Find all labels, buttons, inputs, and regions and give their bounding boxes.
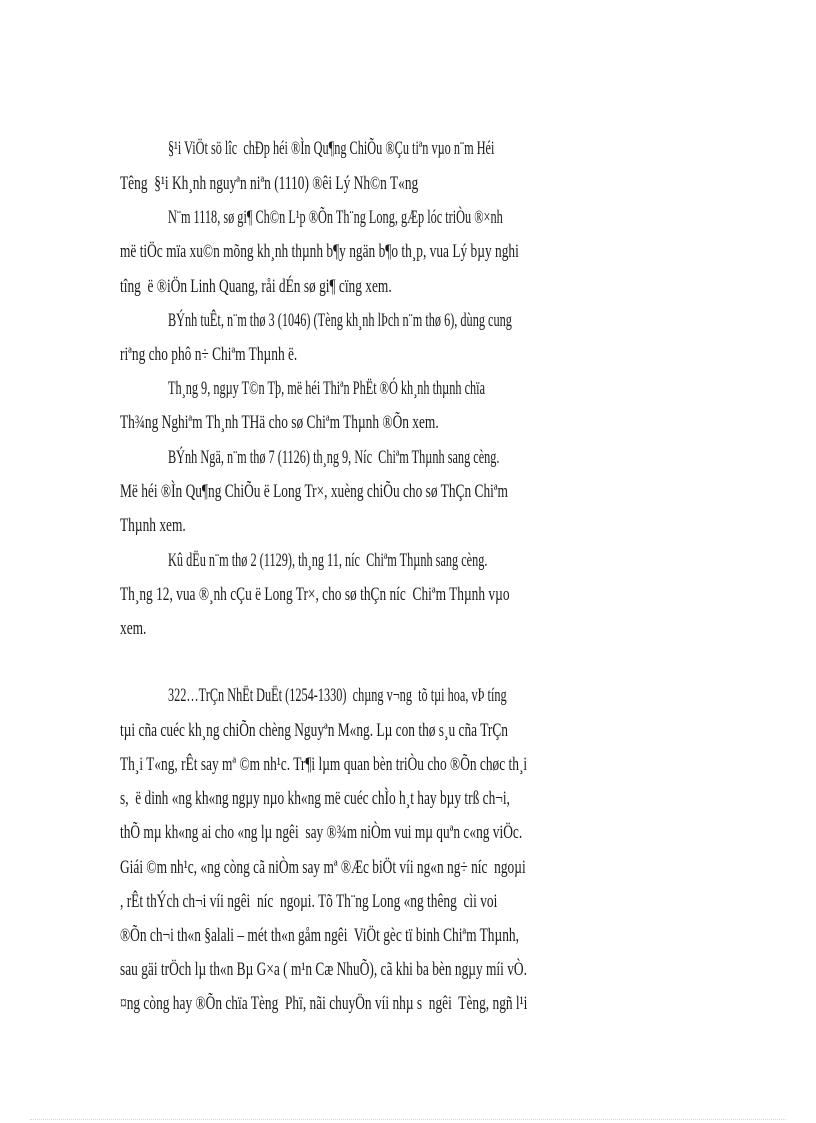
text-line: Têng §¹i Kh¸nh nguyªn niªn (1110) ®êi Lý Nh©n T«ng — [120, 173, 419, 194]
text-line: ¤ng còng hay ®Õn chïa Tèng Phï, nãi chuyÖn víi nhµ s ngêi Tèng, ngñ l¹i — [120, 993, 528, 1014]
text-line: §¹i ViÖt sö lîc chÐp héi ®Ìn Qu¶ng ChiÕu ®Çu tiªn vµo n¨m Héi — [168, 138, 495, 159]
text-line: Th¾ng Nghiªm Th¸nh THä cho sø Chiªm Thµnh ®Õn xem. — [120, 412, 439, 433]
text-line: N¨m 1118, sø gi¶ Ch©n L¹p ®Õn Th¨ng Long, gÆp lóc triÒu ®×nh — [168, 207, 503, 228]
text-line: 322…TrÇn NhËt DuËt (1254-1330) chµng v¬ng tõ tµi hoa, vÞ tíng — [168, 685, 507, 706]
text-line: Th¸i T«ng, rÊt say mª ©m nh¹c. Tr¶i lµm quan bèn triÒu cho ®Õn chøc th¸i — [120, 754, 528, 775]
text-line: BÝnh tuÊt, n¨m thø 3 (1046) (Tèng kh¸nh lÞch n¨m thø 6), dùng cung — [168, 310, 512, 331]
text-line: BÝnh Ngä, n¨m thø 7 (1126) th¸ng 9, Níc Chiªm Thµnh sang cèng. — [168, 447, 500, 468]
text-line: xem. — [120, 618, 147, 639]
text-line: Thµnh xem. — [120, 515, 186, 536]
text-line: Giái ©m nh¹c, «ng còng cã niÒm say mª ®Æc biÖt víi ng«n ng÷ níc ngoµi — [120, 857, 526, 878]
text-line: më tiÖc mïa xu©n mõng kh¸nh thµnh b¶y ngän b¶o th¸p, vua Lý bµy nghi — [120, 241, 519, 262]
text-line: Th¸ng 9, ngµy T©n Tþ, më héi Thiªn PhËt ®Ó kh¸nh thµnh chïa — [168, 378, 486, 399]
text-line: tîng ë ®iÖn Linh Quang, råi dÉn sø gi¶ cïng xem. — [120, 276, 392, 297]
text-line: Kû dËu n¨m thø 2 (1129), th¸ng 11, níc Chiªm Thµnh sang cèng. — [168, 550, 488, 571]
text-line: , rÊt thÝch ch¬i víi ngêi níc ngoµi. Tõ Th¨ng Long «ng thêng cìi voi — [120, 891, 498, 912]
text-line: thÕ mµ kh«ng ai cho «ng lµ ngêi say ®¾m niÒm vui mµ quªn c«ng viÖc. — [120, 822, 523, 843]
text-line: riªng cho phô n÷ Chiªm Thµnh ë. — [120, 344, 298, 365]
text-line: tµi cña cuéc kh¸ng chiÕn chèng Nguyªn M«ng. Lµ con thø s¸u cña TrÇn — [120, 720, 508, 741]
page-bottom-divider — [30, 1119, 786, 1120]
text-line: s, ë dinh «ng kh«ng ngµy nµo kh«ng më cuéc chÌo h¸t hay bµy trß ch¬i, — [120, 788, 510, 809]
text-line: Më héi ®Ìn Qu¶ng ChiÕu ë Long Tr×, xuèng chiÕu cho sø ThÇn Chiªm — [120, 481, 508, 502]
text-line: sau gäi trÖch lµ th«n Bµ G×a ( m¹n Cæ NhuÕ), cã khi ba bèn ngµy míi vÒ. — [120, 959, 527, 980]
text-line: ®Õn ch¬i th«n §alali – mét th«n gåm ngêi ViÖt gèc tï binh Chiªm Thµnh, — [120, 925, 519, 946]
text-line: Th¸ng 12, vua ®¸nh cÇu ë Long Tr×, cho sø thÇn níc Chiªm Thµnh vµo — [120, 584, 510, 605]
